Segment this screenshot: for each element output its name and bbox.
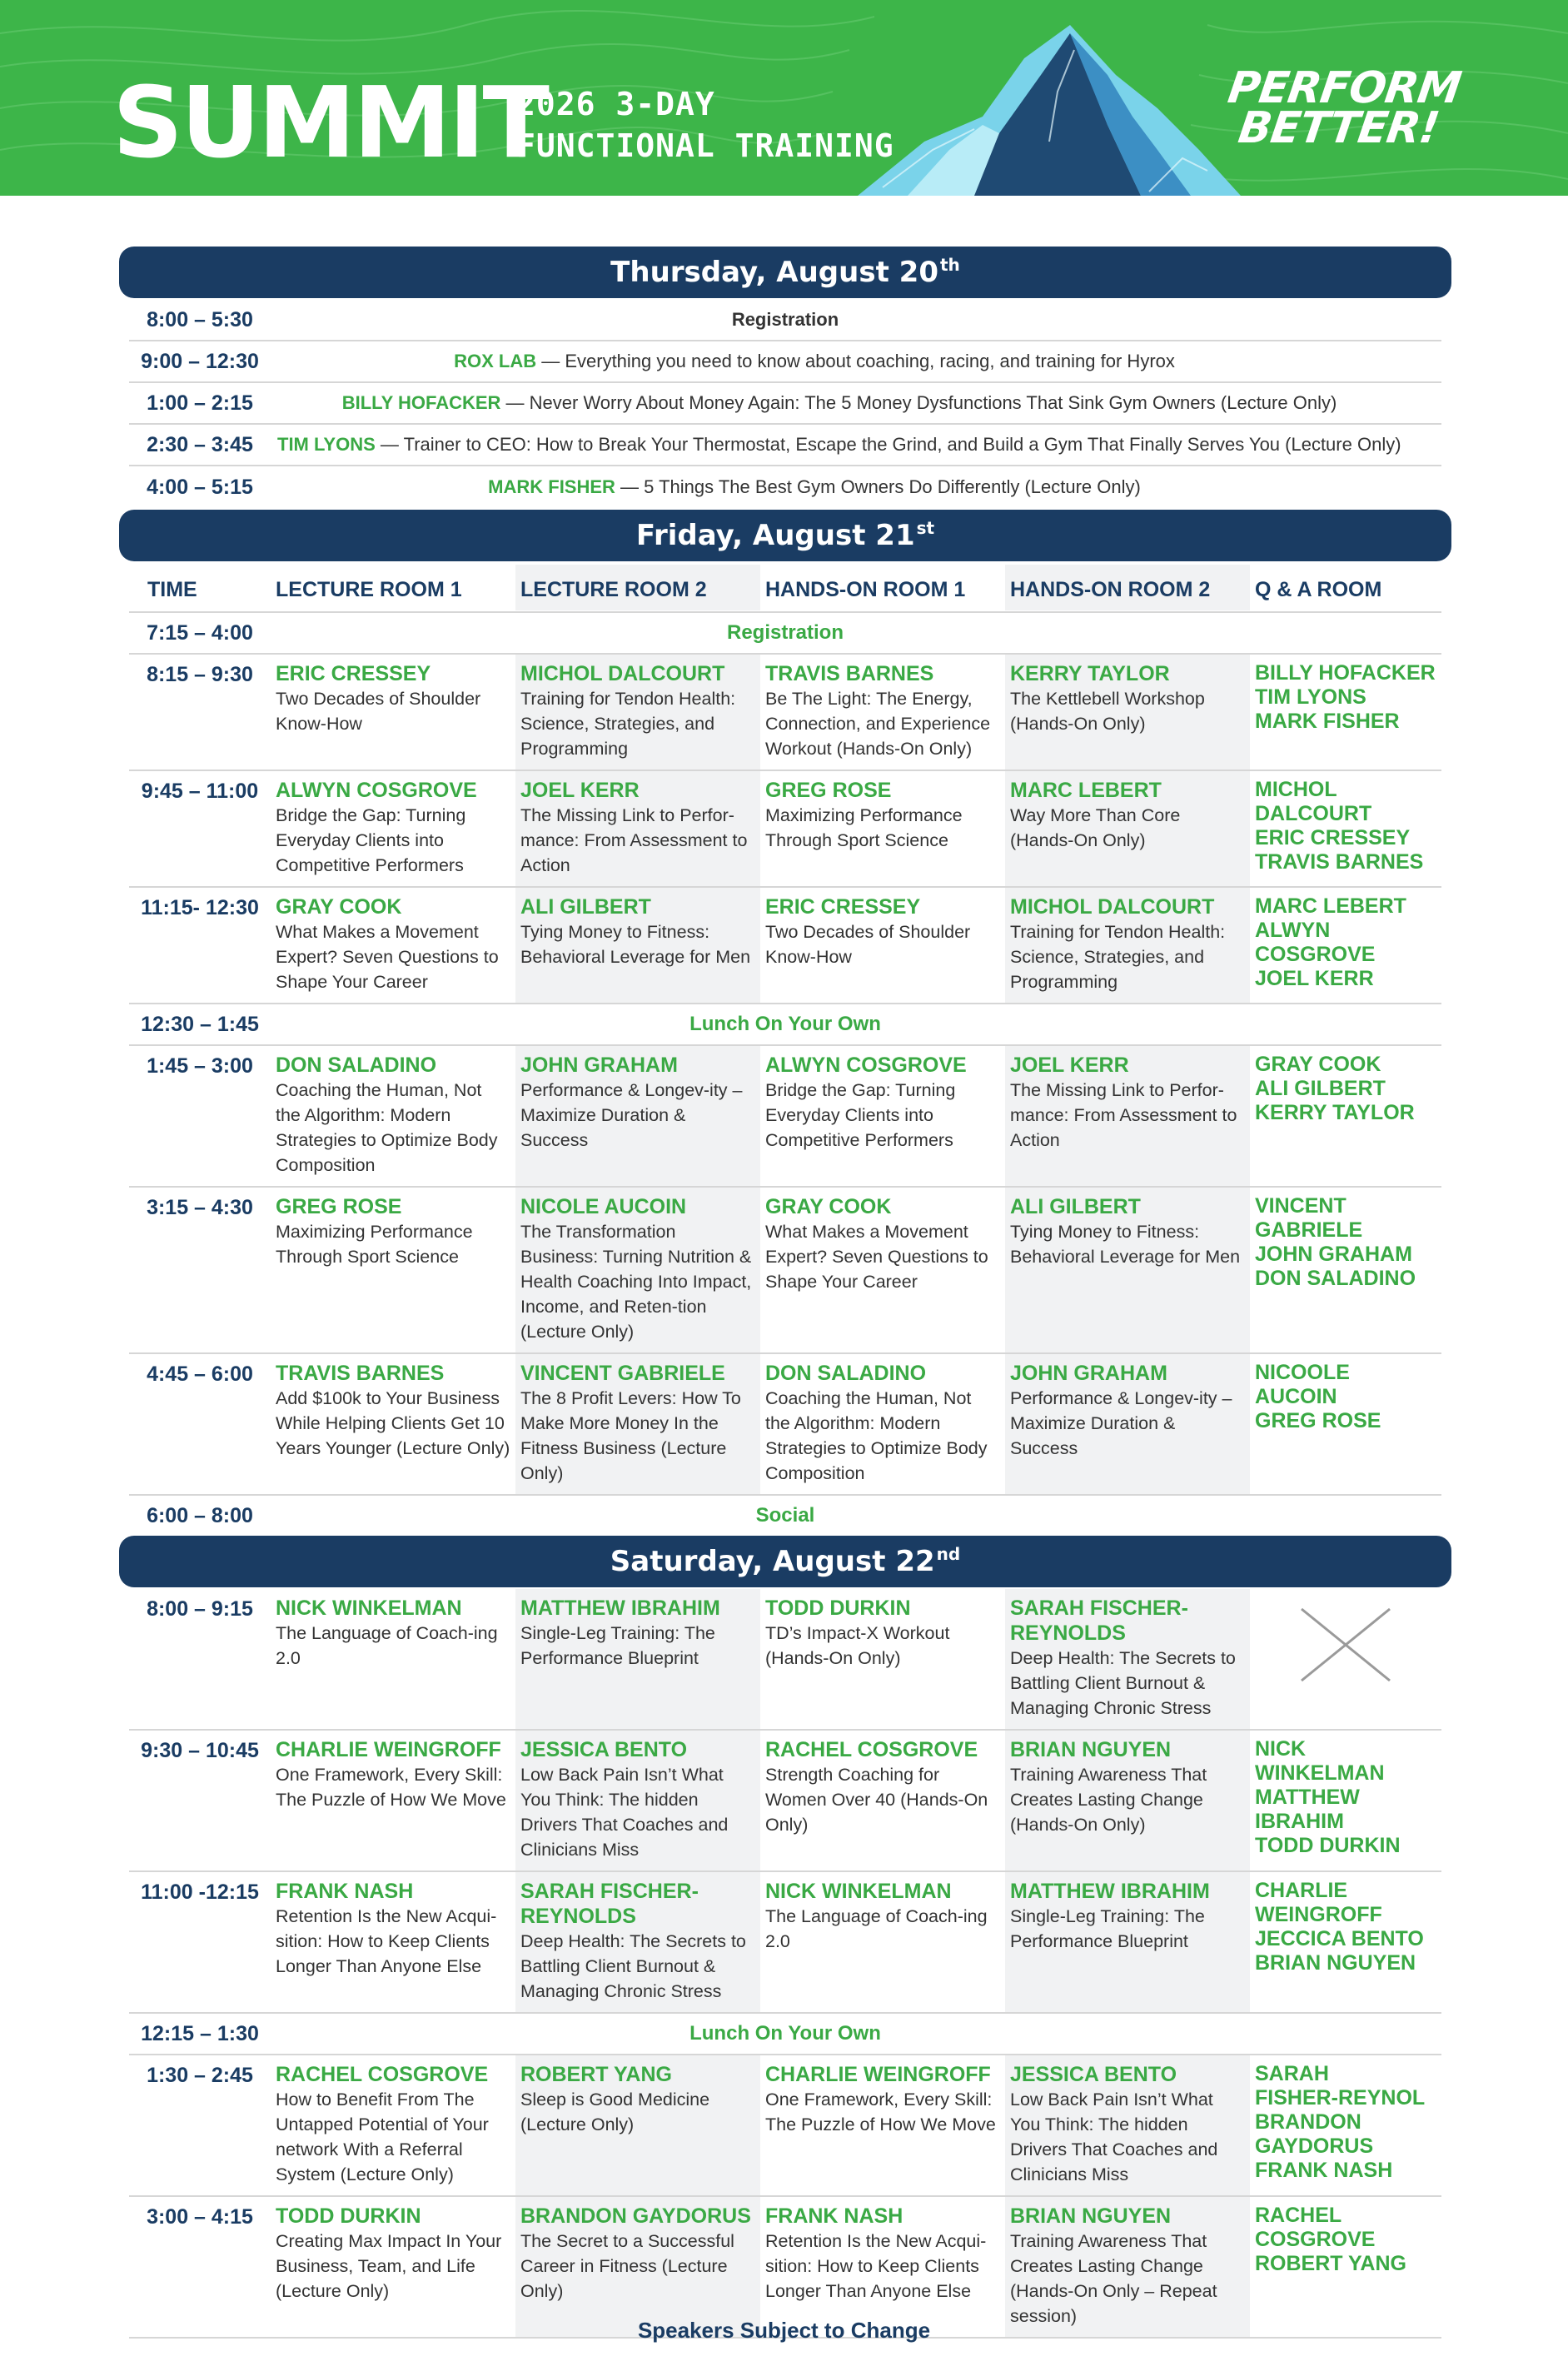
session-row bbox=[129, 1589, 1441, 1731]
speaker-name: DON SALADINO bbox=[276, 1054, 437, 1077]
time-slot: 12:15 – 1:30 bbox=[141, 2021, 259, 2045]
time-slot: 1:30 – 2:45 bbox=[147, 2064, 253, 2087]
social-row bbox=[129, 1496, 1441, 1536]
session-title: One Framework, Every Skill: The Puzzle of How We Move bbox=[276, 1765, 506, 1810]
session-cell bbox=[515, 2197, 760, 2337]
session-title: Creating Max Impact In Your Business, Team, and Life (Lecture Only) bbox=[276, 2231, 502, 2301]
speaker-name: JESSICA BENTO bbox=[520, 1738, 688, 1761]
session-title: Training Awareness That Creates Lasting Change (Hands-On Only – Repeat session) bbox=[1010, 2231, 1217, 2326]
time-slot: 11:15- 12:30 bbox=[141, 896, 259, 919]
session-title: Coaching the Human, Not the Algorithm: Modern Strategies to Optimize Body Composition bbox=[765, 1388, 988, 1483]
time-slot: 7:15 – 4:00 bbox=[147, 620, 253, 645]
lunch-label: Lunch On Your Own bbox=[689, 1013, 881, 1035]
session-row bbox=[129, 655, 1441, 771]
speaker-name: JOEL KERR bbox=[1010, 1054, 1129, 1077]
speaker-name: CHARLIE WEINGROFF bbox=[765, 2063, 991, 2086]
session-title: The Secret to a Successful Career in Fitness (Lecture Only) bbox=[520, 2231, 734, 2301]
qa-cell bbox=[1250, 1046, 1441, 1186]
header-banner bbox=[0, 0, 1568, 196]
qa-cell bbox=[1250, 655, 1441, 770]
speaker-name: MATTHEW IBRAHIM bbox=[1010, 1880, 1210, 1903]
session-title: The Language of Coach-ing 2.0 bbox=[765, 1906, 988, 1951]
session-cell bbox=[1005, 1731, 1250, 1870]
session-title: Training Awareness That Creates Lasting Change (Hands-On Only) bbox=[1010, 1765, 1207, 1835]
qa-speaker: IBRAHIM bbox=[1255, 1810, 1344, 1833]
time-slot: 8:00 – 5:30 bbox=[147, 307, 253, 331]
session-title: Add $100k to Your Business While Helping Clients Get 10 Years Younger (Lecture Only) bbox=[276, 1388, 510, 1458]
registration-row bbox=[129, 613, 1441, 655]
session-title: The Language of Coach-ing 2.0 bbox=[276, 1623, 498, 1668]
saturday-grid bbox=[129, 1589, 1441, 2339]
qa-cell bbox=[1250, 1872, 1441, 2012]
session-cell bbox=[271, 888, 515, 1003]
session-cell bbox=[271, 1188, 515, 1352]
session-row bbox=[129, 771, 1441, 888]
qa-cell bbox=[1250, 1731, 1441, 1870]
logo-line-2: BETTER! bbox=[1235, 103, 1442, 153]
session-cell bbox=[760, 2197, 1005, 2337]
session-title: Be The Light: The Energy, Connection, and Experience Workout (Hands-On Only) bbox=[765, 689, 991, 759]
qa-speaker: COSGROVE bbox=[1255, 2228, 1376, 2251]
speaker-name: GRAY COOK bbox=[765, 1195, 892, 1218]
qa-cell bbox=[1250, 771, 1441, 886]
qa-cell bbox=[1250, 1589, 1441, 1729]
thursday-row bbox=[129, 466, 1441, 508]
session-cell bbox=[1005, 655, 1250, 770]
speaker-name: NICOLE AUCOIN bbox=[520, 1195, 687, 1218]
speaker-name: GREG ROSE bbox=[765, 779, 892, 802]
speaker-name: TRAVIS BARNES bbox=[276, 1362, 445, 1385]
day-header-friday bbox=[119, 510, 1451, 561]
speaker-name: ALI GILBERT bbox=[520, 895, 651, 919]
session-title: The 8 Profit Levers: How To Make More Money In the Fitness Business (Lecture Only) bbox=[520, 1388, 741, 1483]
qa-cell bbox=[1250, 1354, 1441, 1494]
session-description bbox=[271, 476, 1441, 498]
day-suffix: th bbox=[940, 255, 960, 275]
thursday-row bbox=[129, 425, 1441, 466]
session-title: Single-Leg Training: The Performance Blueprint bbox=[1010, 1906, 1205, 1951]
session-title: Tying Money to Fitness: Behavioral Leverage for Men bbox=[1010, 1222, 1241, 1267]
session-title: — Trainer to CEO: How to Break Your Thermostat, Escape the Grind, and Build a Gym That Finally Serves You (Lecture Only) bbox=[375, 434, 1401, 455]
time-slot: 4:45 – 6:00 bbox=[147, 1362, 253, 1386]
session-title: The Transformation Business: Turning Nutrition & Health Coaching Into Impact, Income, and Reten-tion (Lecture Only) bbox=[520, 1222, 752, 1342]
session-cell bbox=[760, 1872, 1005, 2012]
session-cell bbox=[271, 771, 515, 886]
session-title: Low Back Pain Isn’t What You Think: The hidden Drivers That Coaches and Clinicians Miss bbox=[1010, 2090, 1218, 2184]
session-title: The Missing Link to Perfor-mance: From Assessment to Action bbox=[1010, 1080, 1237, 1150]
session-title: How to Benefit From The Untapped Potential of Your network With a Referral System (Lecture Only) bbox=[276, 2090, 489, 2184]
qa-speaker: GRAY COOK bbox=[1255, 1053, 1381, 1076]
speaker-name: ALWYN COSGROVE bbox=[276, 779, 477, 802]
speaker-name: ERIC CRESSEY bbox=[276, 662, 431, 685]
speaker-name: BRANDON GAYDORUS bbox=[520, 2204, 751, 2228]
qa-speaker: GABRIELE bbox=[1255, 1218, 1363, 1242]
session-cell bbox=[271, 2197, 515, 2337]
day-label: Saturday, August 22 bbox=[610, 1545, 935, 1578]
session-title: The Missing Link to Perfor-mance: From Assessment to Action bbox=[520, 805, 748, 875]
speaker-name: JOEL KERR bbox=[520, 779, 640, 802]
col-header-lecture-room-2: LECTURE ROOM 2 bbox=[515, 565, 760, 610]
session-title: Strength Coaching for Women Over 40 (Hands-On Only) bbox=[765, 1765, 988, 1835]
session-row bbox=[129, 1188, 1441, 1354]
day-label: Friday, August 21 bbox=[635, 519, 915, 552]
session-title: The Kettlebell Workshop (Hands-On Only) bbox=[1010, 689, 1205, 734]
speaker-name: JESSICA BENTO bbox=[1010, 2063, 1177, 2086]
speaker-name: RACHEL COSGROVE bbox=[276, 2063, 489, 2086]
session-title: Deep Health: The Secrets to Battling Client Burnout & Managing Chronic Stress bbox=[520, 1931, 746, 2001]
speaker-name: TODD DURKIN bbox=[765, 1596, 911, 1620]
qa-speaker: BRIAN NGUYEN bbox=[1255, 1951, 1416, 1975]
time-slot: 6:00 – 8:00 bbox=[147, 1503, 253, 1527]
session-cell bbox=[760, 771, 1005, 886]
session-cell bbox=[271, 1731, 515, 1870]
qa-speaker: MICHOL bbox=[1255, 778, 1337, 801]
qa-speaker: ERIC CRESSEY bbox=[1255, 826, 1411, 849]
friday-grid bbox=[129, 563, 1441, 1536]
qa-speaker: WEINGROFF bbox=[1255, 1903, 1382, 1926]
session-cell bbox=[760, 1046, 1005, 1186]
qa-speaker: VINCENT bbox=[1255, 1194, 1346, 1218]
perform-better-logo bbox=[1213, 63, 1467, 160]
session-cell bbox=[1005, 771, 1250, 886]
session-title: Performance & Longev-ity – Maximize Duration & Success bbox=[1010, 1388, 1232, 1458]
speaker-name: GRAY COOK bbox=[276, 895, 402, 919]
col-header-lecture-room-1: LECTURE ROOM 1 bbox=[276, 577, 462, 601]
speaker-name: ROX LAB bbox=[454, 351, 537, 371]
qa-speaker: KERRY TAYLOR bbox=[1255, 1101, 1415, 1124]
footer-note: Speakers Subject to Change bbox=[637, 2318, 931, 2343]
day-header-thursday bbox=[119, 247, 1451, 298]
qa-speaker: BILLY HOFACKER bbox=[1255, 661, 1436, 685]
session-title: Maximizing Performance Through Sport Science bbox=[276, 1222, 473, 1267]
session-cell bbox=[515, 1731, 760, 1870]
qa-speaker: TRAVIS BARNES bbox=[1255, 850, 1424, 874]
qa-speaker: FRANK NASH bbox=[1255, 2159, 1393, 2182]
day-label: Thursday, August 20 bbox=[610, 256, 938, 289]
session-title: Performance & Longev-ity – Maximize Duration & Success bbox=[520, 1080, 743, 1150]
session-cell bbox=[515, 771, 760, 886]
session-title: Training for Tendon Health: Science, Strategies, and Programming bbox=[520, 689, 736, 759]
session-cell bbox=[515, 1188, 760, 1352]
speaker-name: NICK WINKELMAN bbox=[765, 1880, 952, 1903]
session-title: Retention Is the New Acqui-sition: How to Keep Clients Longer Than Anyone Else bbox=[765, 2231, 987, 2301]
session-cell bbox=[1005, 2055, 1250, 2195]
speaker-name: DON SALADINO bbox=[765, 1362, 927, 1385]
session-cell bbox=[1005, 1188, 1250, 1352]
speaker-name: TIM LYONS bbox=[277, 434, 376, 455]
qa-speaker: TODD DURKIN bbox=[1255, 1834, 1401, 1857]
session-title: Retention Is the New Acqui-sition: How to Keep Clients Longer Than Anyone Else bbox=[276, 1906, 497, 1976]
speaker-name: MATTHEW IBRAHIM bbox=[520, 1596, 720, 1620]
speaker-name: MICHOL DALCOURT bbox=[520, 662, 725, 685]
speaker-name: ALI GILBERT bbox=[1010, 1195, 1141, 1218]
qa-cell bbox=[1250, 2197, 1441, 2337]
qa-speaker: GREG ROSE bbox=[1255, 1409, 1381, 1432]
col-header-hands-on-room-2: HANDS-ON ROOM 2 bbox=[1005, 565, 1250, 610]
speaker-name: MICHOL DALCOURT bbox=[1010, 895, 1215, 919]
thursday-row bbox=[129, 300, 1441, 341]
session-cell bbox=[1005, 888, 1250, 1003]
lunch-row bbox=[129, 1004, 1441, 1046]
session-cell bbox=[515, 655, 760, 770]
qa-speaker: GAYDORUS bbox=[1255, 2134, 1374, 2158]
session-title: Two Decades of Shoulder Know-How bbox=[765, 922, 971, 967]
day-suffix: st bbox=[916, 518, 935, 538]
session-cell bbox=[515, 2055, 760, 2195]
x-mark-icon bbox=[1300, 1607, 1391, 1682]
column-headers bbox=[129, 563, 1441, 613]
speaker-name: BILLY HOFACKER bbox=[341, 392, 501, 413]
subtitle-line-2: FUNCTIONAL TRAINING bbox=[516, 127, 894, 164]
qa-speaker: RACHEL bbox=[1255, 2204, 1342, 2227]
time-slot: 8:00 – 9:15 bbox=[147, 1597, 253, 1621]
qa-speaker: BRANDON bbox=[1255, 2110, 1361, 2134]
session-row bbox=[129, 1731, 1441, 1872]
qa-speaker: FISHER-REYNOL bbox=[1255, 2086, 1426, 2110]
session-title: Two Decades of Shoulder Know-How bbox=[276, 689, 481, 734]
qa-speaker: TIM LYONS bbox=[1255, 685, 1366, 709]
qa-speaker: ALI GILBERT bbox=[1255, 1077, 1386, 1100]
thursday-row bbox=[129, 341, 1441, 383]
session-title: — Everything you need to know about coaching, racing, and training for Hyrox bbox=[536, 351, 1175, 371]
session-title: Single-Leg Training: The Performance Blueprint bbox=[520, 1623, 715, 1668]
session-cell bbox=[271, 2055, 515, 2195]
time-slot: 1:45 – 3:00 bbox=[147, 1054, 253, 1078]
time-slot: 12:30 – 1:45 bbox=[141, 1012, 259, 1036]
qa-speaker: MATTHEW bbox=[1255, 1786, 1360, 1809]
social-label: Social bbox=[755, 1504, 815, 1527]
lunch-label: Lunch On Your Own bbox=[689, 2022, 881, 2045]
speaker-name: FRANK NASH bbox=[276, 1880, 414, 1903]
qa-speaker: JOHN GRAHAM bbox=[1255, 1243, 1412, 1266]
event-subtitle bbox=[516, 83, 894, 167]
session-title: Tying Money to Fitness: Behavioral Leverage for Men bbox=[520, 922, 751, 967]
qa-speaker: NICK WINKELMAN bbox=[1255, 1737, 1385, 1785]
col-header-time: TIME bbox=[147, 577, 197, 601]
session-description bbox=[271, 351, 1441, 372]
session-title: Deep Health: The Secrets to Battling Client Burnout & Managing Chronic Stress bbox=[1010, 1648, 1236, 1718]
speaker-name: CHARLIE WEINGROFF bbox=[276, 1738, 501, 1761]
session-cell bbox=[760, 1589, 1005, 1729]
qa-speaker: JECCICA BENTO bbox=[1255, 1927, 1424, 1950]
time-slot: 2:30 – 3:45 bbox=[147, 432, 253, 456]
qa-speaker: DALCOURT bbox=[1255, 802, 1372, 825]
saturday-block-morning bbox=[129, 1589, 1441, 2014]
speaker-name: ROBERT YANG bbox=[520, 2063, 672, 2086]
session-row bbox=[129, 1046, 1441, 1188]
qa-speaker: SARAH bbox=[1255, 2062, 1329, 2085]
qa-cell bbox=[1250, 888, 1441, 1003]
speaker-name: BRIAN NGUYEN bbox=[1010, 2204, 1172, 2228]
speaker-name: JOHN GRAHAM bbox=[1010, 1362, 1167, 1385]
session-title: One Framework, Every Skill: The Puzzle of How We Move bbox=[765, 2090, 996, 2134]
speaker-name: MARK FISHER bbox=[488, 476, 615, 497]
session-cell bbox=[515, 1589, 760, 1729]
friday-block-afternoon bbox=[129, 1046, 1441, 1496]
speaker-name: SARAH FISCHER-REYNOLDS bbox=[1010, 1596, 1188, 1645]
subtitle-line-1: 2026 3-DAY bbox=[516, 86, 715, 122]
session-cell bbox=[271, 1354, 515, 1494]
qa-cell bbox=[1250, 2055, 1441, 2195]
session-title: Maximizing Performance Through Sport Science bbox=[765, 805, 963, 850]
speaker-name: TRAVIS BARNES bbox=[765, 662, 934, 685]
qa-speaker: DON SALADINO bbox=[1255, 1267, 1416, 1290]
qa-speaker: CHARLIE bbox=[1255, 1879, 1348, 1902]
qa-speaker: NICOOLE AUCOIN bbox=[1255, 1361, 1350, 1408]
speaker-name: FRANK NASH bbox=[765, 2204, 903, 2228]
session-cell bbox=[271, 1046, 515, 1186]
session-row bbox=[129, 1872, 1441, 2014]
time-slot: 1:00 – 2:15 bbox=[147, 391, 253, 415]
session-cell bbox=[515, 888, 760, 1003]
col-header-qa-room: Q & A ROOM bbox=[1255, 577, 1382, 601]
speaker-name: SARAH FISCHER-REYNOLDS bbox=[520, 1880, 699, 1928]
session-cell bbox=[1005, 2197, 1250, 2337]
registration-label: Registration bbox=[731, 309, 839, 330]
session-cell bbox=[271, 655, 515, 770]
session-title: Way More Than Core (Hands-On Only) bbox=[1010, 805, 1181, 850]
speaker-name: VINCENT GABRIELE bbox=[520, 1362, 725, 1385]
mountain-icon bbox=[858, 25, 1241, 196]
session-title: Training for Tendon Health: Science, Strategies, and Programming bbox=[1010, 922, 1226, 992]
time-slot: 9:30 – 10:45 bbox=[141, 1739, 259, 1762]
speaker-name: GREG ROSE bbox=[276, 1195, 402, 1218]
time-slot: 3:15 – 4:30 bbox=[147, 1196, 253, 1219]
logo-line-1: PERFORM bbox=[1225, 63, 1464, 113]
qa-speaker: MARC LEBERT bbox=[1255, 894, 1406, 918]
session-description bbox=[271, 392, 1441, 414]
lunch-row bbox=[129, 2014, 1441, 2055]
session-cell bbox=[760, 1731, 1005, 1870]
speaker-name: JOHN GRAHAM bbox=[520, 1054, 678, 1077]
session-cell bbox=[1005, 1046, 1250, 1186]
qa-cell bbox=[1250, 1188, 1441, 1352]
qa-speaker: MARK FISHER bbox=[1255, 710, 1400, 733]
session-cell bbox=[515, 1046, 760, 1186]
session-title: Bridge the Gap: Turning Everyday Clients into Competitive Performers bbox=[276, 805, 466, 875]
speaker-name: ERIC CRESSEY bbox=[765, 895, 921, 919]
speaker-name: MARC LEBERT bbox=[1010, 779, 1162, 802]
qa-speaker: JOEL KERR bbox=[1255, 967, 1374, 990]
session-cell bbox=[515, 1354, 760, 1494]
session-cell bbox=[760, 2055, 1005, 2195]
speaker-name: BRIAN NGUYEN bbox=[1010, 1738, 1172, 1761]
session-cell bbox=[760, 888, 1005, 1003]
session-title: Low Back Pain Isn’t What You Think: The hidden Drivers That Coaches and Clinicians Miss bbox=[520, 1765, 729, 1860]
session-title: What Makes a Movement Expert? Seven Questions to Shape Your Career bbox=[276, 922, 499, 992]
schedule bbox=[119, 247, 1451, 2339]
session-title: — Never Worry About Money Again: The 5 Money Dysfunctions That Sink Gym Owners (Lecture Only) bbox=[500, 392, 1337, 413]
day-suffix: nd bbox=[936, 1544, 961, 1564]
speaker-name: NICK WINKELMAN bbox=[276, 1596, 462, 1620]
session-cell bbox=[760, 655, 1005, 770]
session-row bbox=[129, 888, 1441, 1004]
session-description bbox=[271, 434, 1441, 456]
time-slot: 9:45 – 11:00 bbox=[141, 780, 259, 803]
session-cell bbox=[1005, 1354, 1250, 1494]
qa-speaker: ROBERT YANG bbox=[1255, 2252, 1406, 2275]
speaker-name: ALWYN COSGROVE bbox=[765, 1054, 967, 1077]
time-slot: 3:00 – 4:15 bbox=[147, 2205, 253, 2229]
qa-speaker: ALWYN COSGROVE bbox=[1255, 919, 1376, 966]
col-header-hands-on-room-1: HANDS-ON ROOM 1 bbox=[765, 577, 966, 601]
session-cell bbox=[1005, 1872, 1250, 2012]
registration-label: Registration bbox=[726, 621, 844, 644]
session-title: TD’s Impact-X Workout (Hands-On Only) bbox=[765, 1623, 950, 1668]
time-slot: 9:00 – 12:30 bbox=[141, 349, 259, 373]
time-slot: 4:00 – 5:15 bbox=[147, 475, 253, 499]
time-slot: 11:00 -12:15 bbox=[141, 1880, 259, 1904]
session-title: Coaching the Human, Not the Algorithm: Modern Strategies to Optimize Body Composition bbox=[276, 1080, 498, 1175]
friday-block-morning bbox=[129, 655, 1441, 1004]
saturday-block-afternoon bbox=[129, 2055, 1441, 2339]
session-title: Bridge the Gap: Turning Everyday Clients into Competitive Performers bbox=[765, 1080, 956, 1150]
time-slot: 8:15 – 9:30 bbox=[147, 663, 253, 686]
session-cell bbox=[760, 1354, 1005, 1494]
session-cell bbox=[515, 1872, 760, 2012]
session-row bbox=[129, 2055, 1441, 2197]
session-cell bbox=[760, 1188, 1005, 1352]
day-header-saturday bbox=[119, 1536, 1451, 1587]
session-cell bbox=[271, 1589, 515, 1729]
speaker-name: TODD DURKIN bbox=[276, 2204, 421, 2228]
speaker-name: KERRY TAYLOR bbox=[1010, 662, 1170, 685]
session-title: — 5 Things The Best Gym Owners Do Differently (Lecture Only) bbox=[615, 476, 1141, 497]
session-title: What Makes a Movement Expert? Seven Questions to Shape Your Career bbox=[765, 1222, 988, 1292]
session-row bbox=[129, 1354, 1441, 1496]
session-cell bbox=[1005, 1589, 1250, 1729]
summit-wordmark: SUMMIT bbox=[112, 65, 548, 180]
speaker-name: RACHEL COSGROVE bbox=[765, 1738, 978, 1761]
session-cell bbox=[271, 1872, 515, 2012]
thursday-row bbox=[129, 383, 1441, 425]
session-title: Sleep is Good Medicine (Lecture Only) bbox=[520, 2090, 710, 2134]
